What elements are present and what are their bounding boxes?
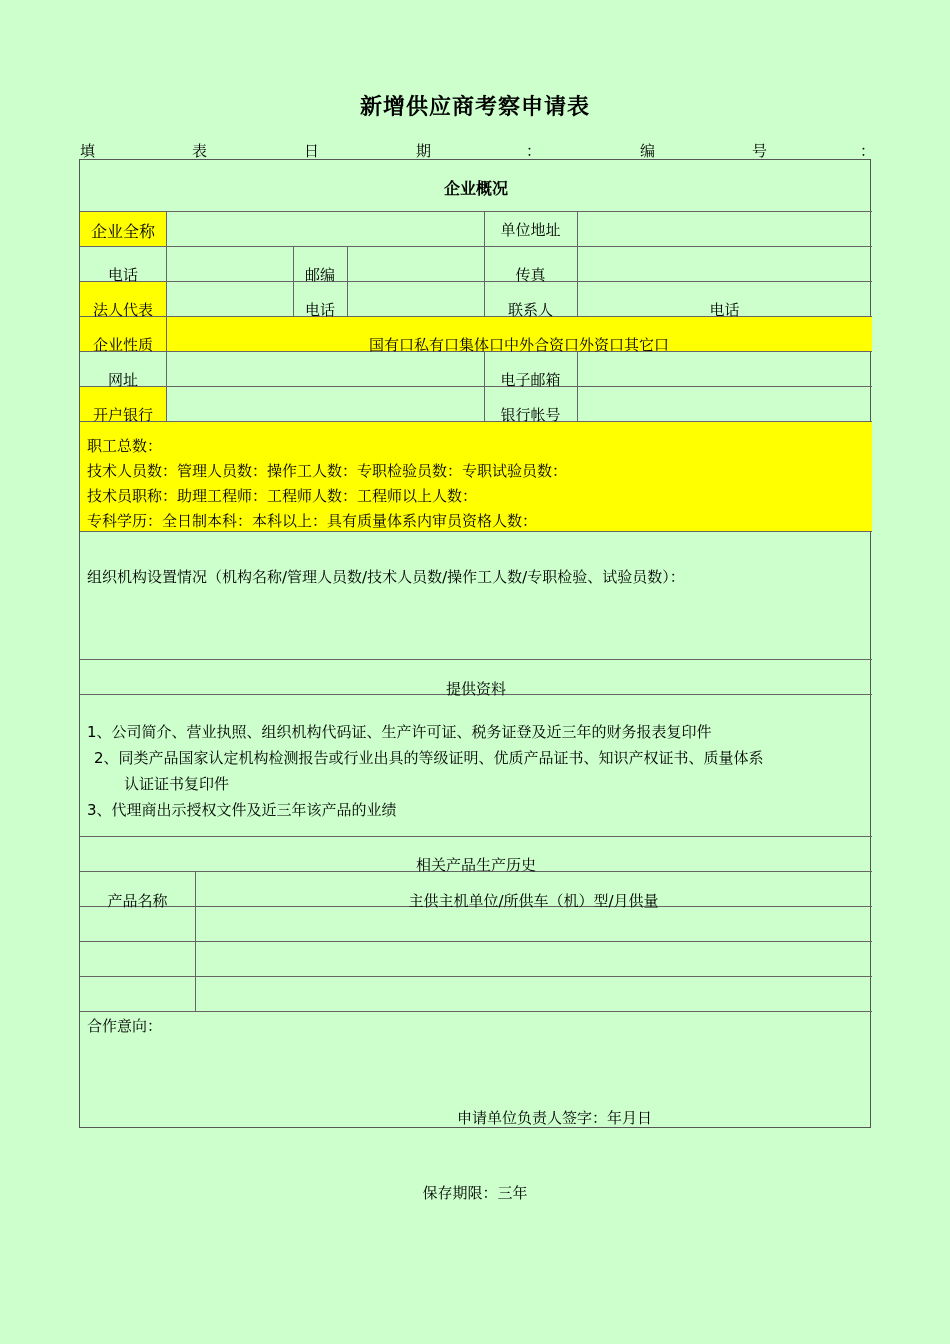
- staff-line-4: 专科学历：全日制本科：本科以上：具有质量体系内审员资格人数：: [87, 512, 538, 530]
- contact-label: 联系人: [507, 301, 553, 319]
- legal-rep-label: 法人代表: [92, 301, 153, 319]
- staff-line-1: 职工总数：: [87, 437, 163, 455]
- cooperation-label: 合作意向：: [87, 1017, 163, 1035]
- divider: [293, 246, 294, 317]
- phone-label-3: 电话: [709, 301, 740, 319]
- signature-line: 申请单位负责人签字：年月日: [457, 1109, 653, 1127]
- divider: [80, 386, 872, 387]
- meta-char: 号: [752, 142, 768, 160]
- divider: [347, 246, 348, 317]
- divider: [80, 246, 872, 247]
- account-label: 银行帐号: [500, 406, 561, 424]
- divider: [80, 659, 872, 660]
- divider: [80, 281, 872, 282]
- meta-char: 填: [80, 142, 96, 160]
- email-label: 电子邮箱: [500, 371, 561, 389]
- divider: [166, 211, 167, 422]
- website-label: 网址: [107, 371, 138, 389]
- form-meta-line: [80, 140, 876, 160]
- doc-item-1: 1、公司简介、营业执照、组织机构代码证、生产许可证、税务证登及近三年的财务报表复印件: [87, 723, 712, 741]
- history-col-product: 产品名称: [107, 892, 168, 910]
- history-col-supply: 主供主机单位/所供车（机）型/月供量: [408, 892, 659, 910]
- address-label: 单位地址: [500, 221, 561, 239]
- postcode-label: 邮编: [305, 266, 336, 284]
- section-docs-header: 提供资料: [445, 680, 506, 698]
- doc-item-2: 2、同类产品国家认定机构检测报告或行业出具的等级证明、优质产品证书、知识产权证书、质量体系: [94, 749, 764, 767]
- meta-char: ：: [860, 142, 876, 160]
- divider: [80, 211, 872, 212]
- divider: [80, 941, 872, 942]
- divider: [577, 351, 578, 422]
- doc-item-3: 3、代理商出示授权文件及近三年该产品的业绩: [87, 801, 397, 819]
- form-table: [79, 159, 871, 1128]
- phone-label: 电话: [107, 266, 138, 284]
- form-title: 新增供应商考察申请表: [359, 95, 590, 120]
- org-structure-label: 组织机构设置情况（机构名称/管理人员数/技术人员数/操作工人数/专职检验、试验员数）：: [87, 568, 685, 586]
- divider: [80, 421, 872, 422]
- staff-line-2: 技术人员数：管理人员数：操作工人数：专职检验员数：专职试验员数：: [87, 462, 568, 480]
- divider: [80, 836, 872, 837]
- divider: [80, 1011, 872, 1012]
- meta-char: 日: [304, 142, 320, 160]
- divider: [80, 976, 872, 977]
- phone-label-2: 电话: [305, 301, 336, 319]
- fax-label: 传真: [515, 266, 546, 284]
- divider: [80, 531, 872, 532]
- full-name-label: 企业全称: [90, 222, 155, 241]
- nature-options: 国有口私有口集体口中外合资口外资口其它口: [368, 336, 669, 354]
- bank-label: 开户银行: [92, 406, 153, 424]
- doc-item-2-cont: 认证证书复印件: [124, 775, 230, 793]
- staff-line-3: 技术员职称：助理工程师：工程师人数：工程师以上人数：: [87, 487, 478, 505]
- nature-label: 企业性质: [92, 336, 153, 354]
- meta-char: ：: [526, 142, 542, 160]
- meta-char: 表: [192, 142, 208, 160]
- meta-char: 期: [416, 142, 432, 160]
- retention-note: 保存期限：三年: [422, 1184, 528, 1202]
- section-company-header: 企业概况: [443, 179, 508, 198]
- meta-char: 编: [640, 142, 656, 160]
- section-history-header: 相关产品生产历史: [415, 856, 536, 874]
